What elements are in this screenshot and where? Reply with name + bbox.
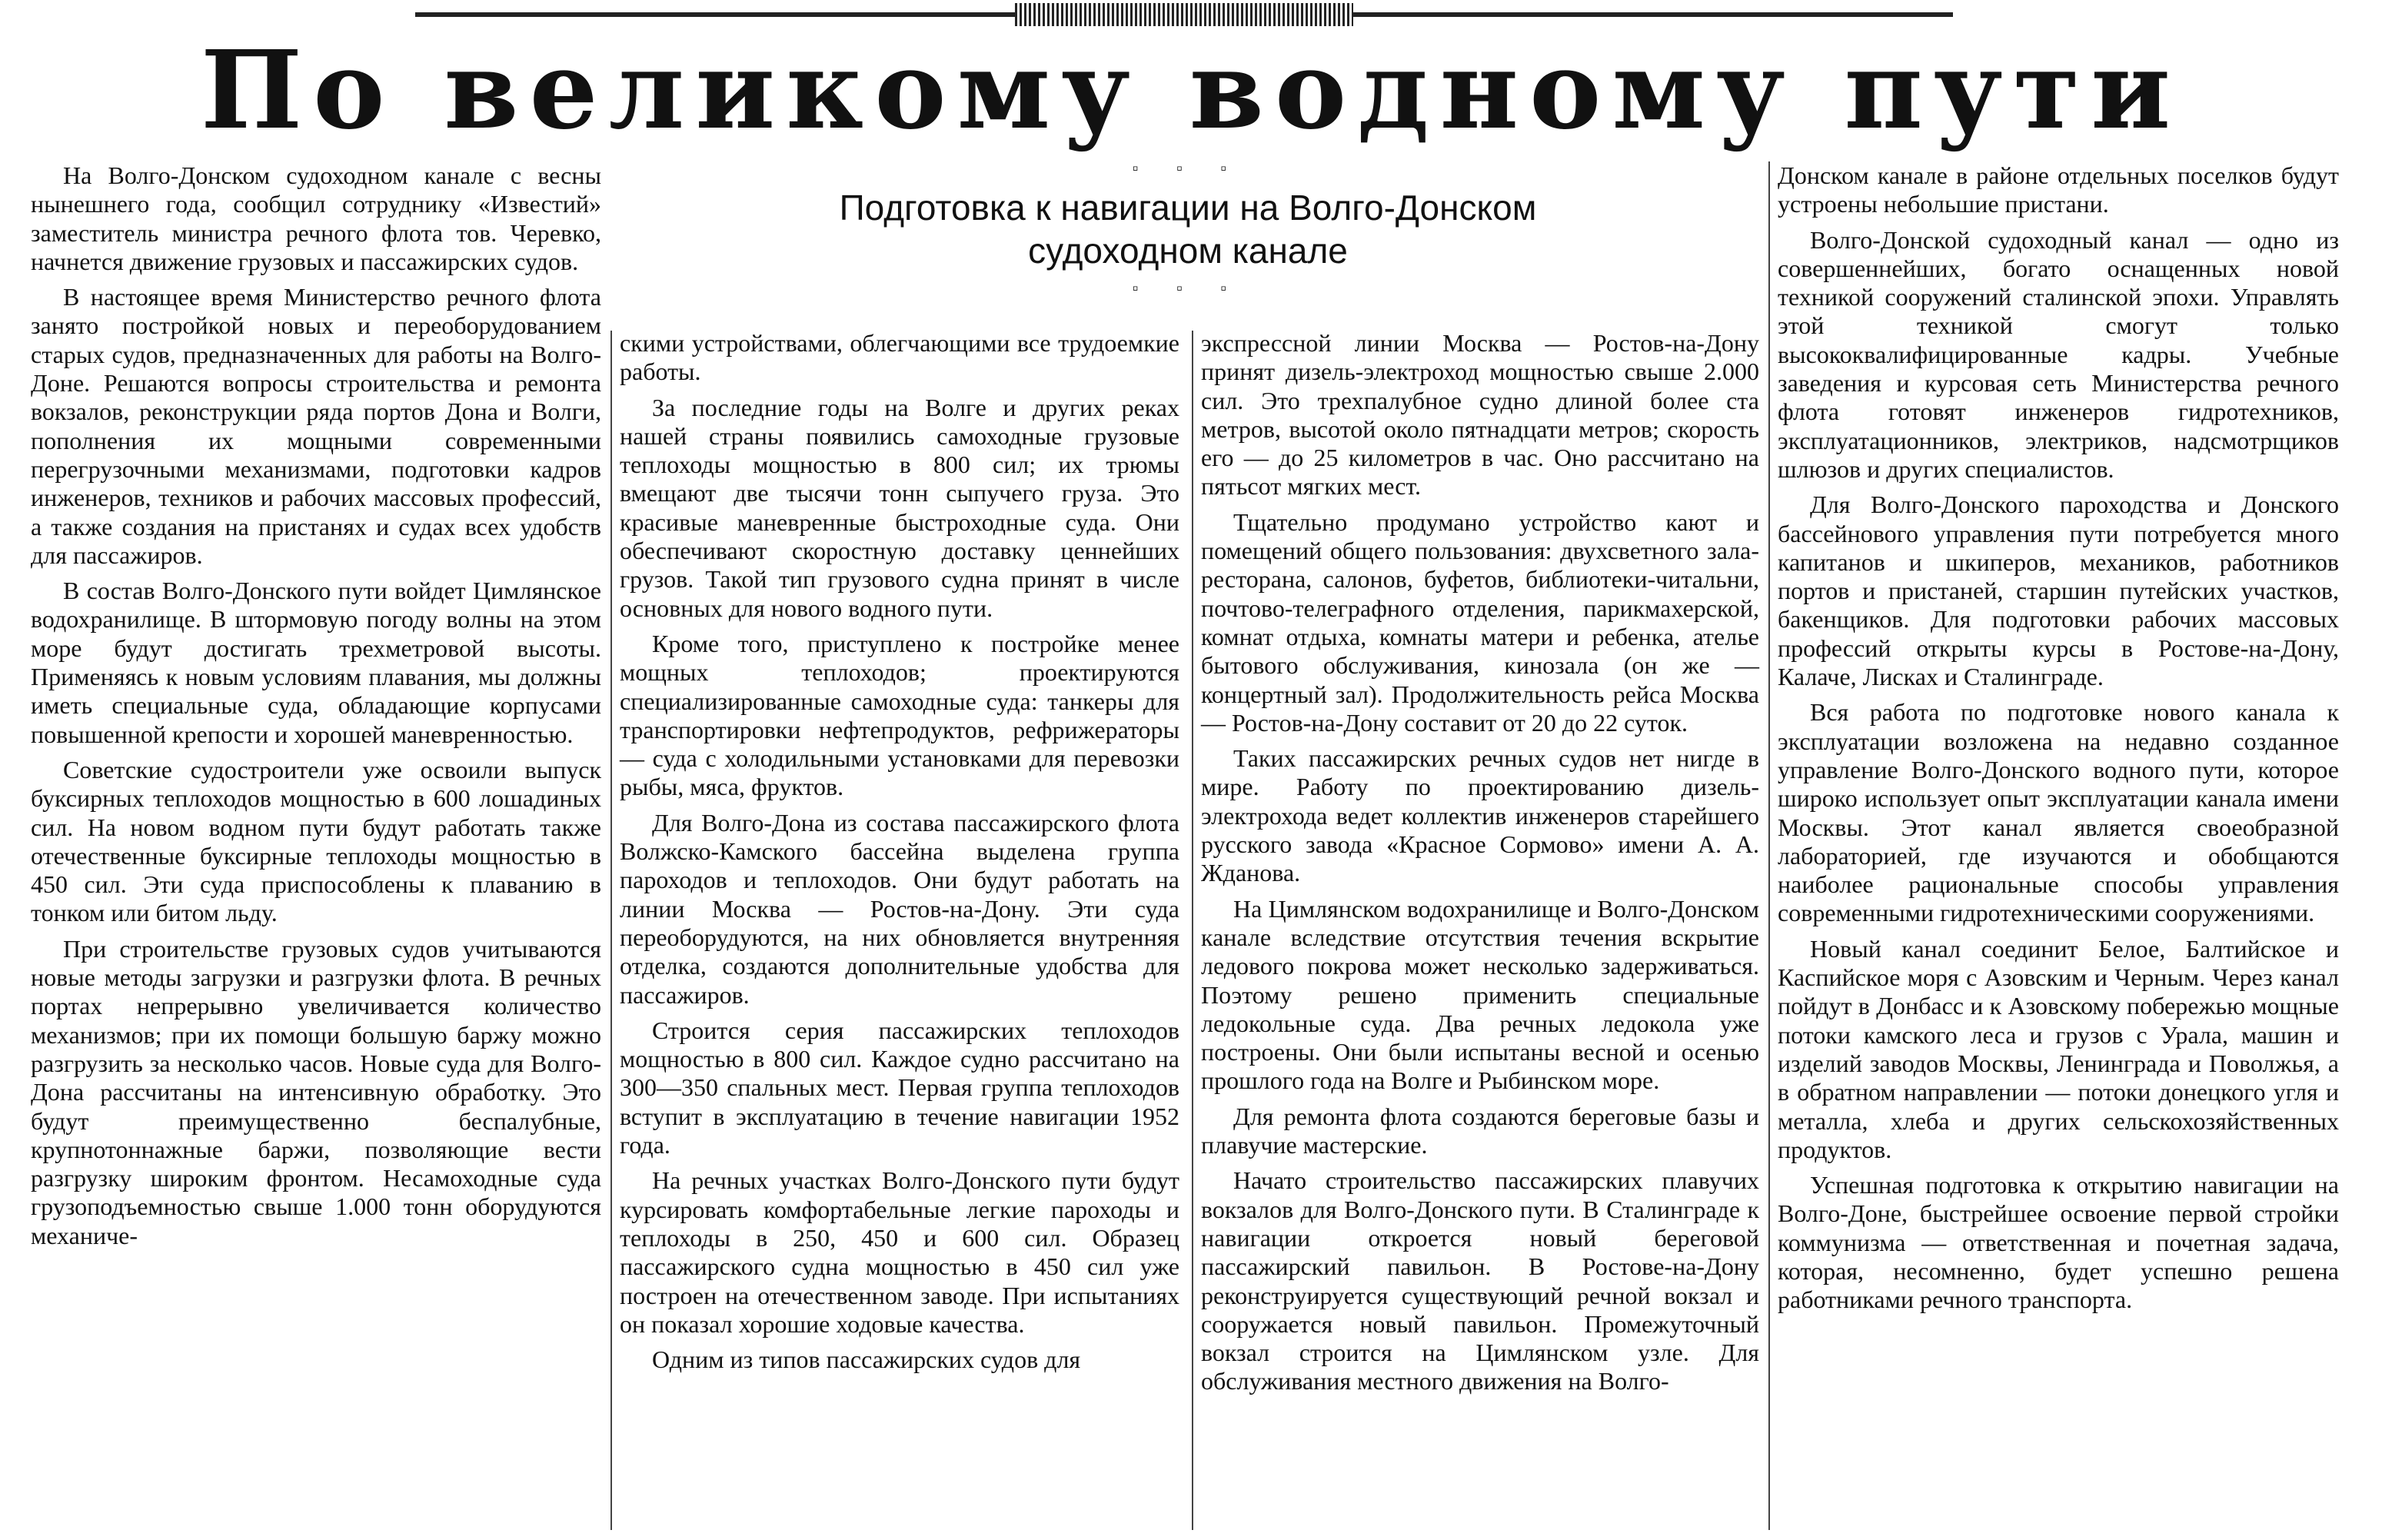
paragraph: В настоящее время Министерство речного флота занято постройкой новых и переоборудованием старых судов, предназначенных для работы на Волго-Доне. Решаются вопросы строительства и ремонта вокзалов, реконструкции ряда портов Дона и Волги, пополнения их мощными современными перегрузочными механизмами, подготовки кадров инженеров, техников и рабочих массовых профессий, а также создания на пристанях и судах всех удобств для пассажиров.: [31, 283, 601, 569]
paragraph: За последние годы на Волге и других реках нашей страны появились самоходные грузовые теплоходы мощностью в 800 сил; их трюмы вмещают две тысячи тонн сыпучего груза. Это красивые маневренные быстроходные суда. Они обеспечивают скоростную доставку ценнейших грузов. Такой тип грузового судна принят в числе основных для нового водного пути.: [620, 393, 1179, 622]
paragraph: При строительстве грузовых судов учитываются новые методы загрузки и разгрузки флота. В речных портах непрерывно увеличивается количество механизмов; при их помощи большую баржу можно разгрузить за несколько часов. Новые суда для Волго-Дона рассчитаны на интенсивную обработку. Это будут преимущественно беспалубные, крупнотоннажные баржи, позволяющие вести разгрузку широким фронтом. Несамоходные суда грузоподъемностью свыше 1.000 тонн оборудуются механиче-: [31, 934, 601, 1249]
ornament-squares-top: ▫ ▫ ▫: [1132, 158, 1244, 178]
subheadline-line-1: Подготовка к навигации на Волго-Донском: [839, 188, 1537, 228]
paragraph: Вся работа по подготовке нового канала к эксплуатации возложена на недавно созданное управление Волго-Донского водного пути, которое широко использует опыт эксплуатации канала имени Москвы. Этот канал является своеобразной лабораторией, где изучаются и обобщаются наиболее рациональные способы управления современными гидротехническими сооружениями.: [1778, 698, 2339, 927]
top-rule-right: [1353, 12, 1953, 17]
paragraph: Для Волго-Донского пароходства и Донского бассейнового управления пути потребуется много капитанов и шкиперов, механиков, работников портов и пристаней, старшин путейских участков, бакенщиков. Для подготовки рабочих массовых профессий открыты курсы в Ростове-на-Дону, Калаче, Лисках и Сталинграде.: [1778, 491, 2339, 691]
paragraph: Новый канал соединит Белое, Балтийское и Каспийское моря с Азовским и Черным. Через канал пойдут в Донбасс и к Азовскому побережью мощные потоки камского леса и грузов с Урала, машин и изделий заводов Москвы, Ленинграда и Поволжья, а в обратном направлении — потоки донецкого угля и металла, хлеба и других сельскохозяйственных продуктов.: [1778, 934, 2339, 1163]
paragraph: Успешная подготовка к открытию навигации на Волго-Доне, быстрейшее освоение первой стройки коммунизма — ответственная и почетная задача, которая, несомненно, будет успешно решена работниками речного транспорта.: [1778, 1171, 2339, 1314]
header-ornament: [1015, 3, 1353, 26]
article-column-3: [1201, 329, 1759, 1403]
paragraph: Строится серия пассажирских теплоходов мощностью в 800 сил. Каждое судно рассчитано на 300—350 спальных мест. Первая группа теплоходов вступит в эксплуатацию в течение навигации 1952 года.: [620, 1016, 1179, 1159]
paragraph: Таких пассажирских речных судов нет нигде в мире. Работу по проектированию дизель-электрохода ведет коллектив инженеров старейшего русского завода «Красное Сормово» имени А. А. Жданова.: [1201, 744, 1759, 887]
subheadline-line-2: судоходном канале: [1028, 231, 1348, 271]
paragraph: Донском канале в районе отдельных поселков будут устроены небольшие пристани.: [1778, 161, 2339, 218]
paragraph: Советские судостроители уже освоили выпуск буксирных теплоходов мощностью в 600 лошадиных сил. На новом водном пути будут работать также отечественные буксирные теплоходы мощностью в 450 сил. Эти суда приспособлены к плаванию в тонком или битом льду.: [31, 755, 601, 927]
subheadline: [615, 186, 1761, 272]
column-divider: [1192, 331, 1193, 1530]
paragraph: На Цимлянском водохранилище и Волго-Донском канале вследствие отсутствия течения вскрытие ледового покрова может несколько задерживаться. Поэтому решено применить специальные ледокольные суда. Два речных ледокола уже построены. Они были испытаны весной и осенью прошлого года на Волге и Рыбинском море.: [1201, 894, 1759, 1095]
top-rule-left: [415, 12, 1015, 17]
paragraph: Тщательно продумано устройство кают и помещений общего пользования: двухсветного зала-ресторана, салонов, буфетов, библиотеки-читальни, почтово-телеграфного отделения, парикмахерской, комнат отдыха, комнаты матери и ребенка, ателье бытового обслуживания, кинозала (он же — концертный зал). Продолжительность рейса Москва — Ростов-на-Дону составит от 20 до 22 суток.: [1201, 507, 1759, 737]
column-divider: [610, 331, 612, 1530]
subheadline-block: [615, 157, 1761, 300]
paragraph: скими устройствами, облегчающими все трудоемкие работы.: [620, 329, 1179, 386]
paragraph: На речных участках Волго-Донского пути будут курсировать комфортабельные легкие пароходы и теплоходы в 250, 450 и 600 сил. Образец пассажирского судна мощностью в 450 сил уже построен на отечественном заводе. При испытаниях он показал хорошие ходовые качества.: [620, 1166, 1179, 1338]
article-column-2: [620, 329, 1179, 1381]
article-column-1: [31, 161, 601, 1257]
article-column-4: [1778, 161, 2339, 1322]
paragraph: экспрессной линии Москва — Ростов-на-Дону принят дизель-электроход мощностью свыше 2.000 сил. Это трехпалубное судно длиной более ста метров, высотой около пятнадцати метров; скорость его — до 25 километров в час. Оно рассчитано на пятьсот мягких мест.: [1201, 329, 1759, 501]
paragraph: Начато строительство пассажирских плавучих вокзалов для Волго-Донского пути. В Сталинграде к навигации откроется новый береговой пассажирский павильон. В Ростове-на-Дону реконструируется существующий речной вокзал и сооружается новый павильон. Промежуточный вокзал строится на Цимлянском узле. Для обслуживания местного движения на Волго-: [1201, 1166, 1759, 1395]
column-divider: [1768, 161, 1770, 1530]
paragraph: Волго-Донской судоходный канал — одно из совершеннейших, богато оснащенных новой техникой сооружений сталинской эпохи. Управлять этой техникой смогут только высококвалифицированные кадры. Учебные заведения и курсовая сеть Министерства речного флота готовят инженеров гидротехников, эксплуатационников, электриков, надсмотрщиков шлюзов и других специалистов.: [1778, 225, 2339, 483]
paragraph: В состав Волго-Донского пути войдет Цимлянское водохранилище. В штормовую погоду волны на этом море будут достигать трехметровой высоты. Применяясь к новым условиям плавания, мы должны иметь специальные суда, обладающие корпусами повышенной крепости и хорошей маневренностью.: [31, 577, 601, 748]
headline: По великому водному пути: [200, 28, 2182, 154]
paragraph: Кроме того, приступлено к постройке менее мощных теплоходов; проектируются специализированные самоходные суда: танкеры для транспортировки нефтепродуктов, рефрижераторы — суда с холодильными установками для перевозки рыбы, мяса, фруктов.: [620, 629, 1179, 801]
paragraph: На Волго-Донском судоходном канале с весны нынешнего года, сообщил сотруднику «Известий» заместитель министра речного флота тов. Черевко, начнется движение грузовых и пассажирских судов.: [31, 161, 601, 275]
paragraph: Для ремонта флота создаются береговые базы и плавучие мастерские.: [1201, 1102, 1759, 1159]
paragraph: Для Волго-Дона из состава пассажирского флота Волжско-Камского бассейна выделена группа пароходов и теплоходов. Они будут работать на линии Москва — Ростов-на-Дону. Эти суда переоборудуются, на них обновляется внутренняя отделка, создаются дополнительные удобства для пассажиров.: [620, 808, 1179, 1009]
ornament-squares-bottom: ▫ ▫ ▫: [1132, 278, 1244, 298]
paragraph: Одним из типов пассажирских судов для: [652, 1345, 1081, 1374]
